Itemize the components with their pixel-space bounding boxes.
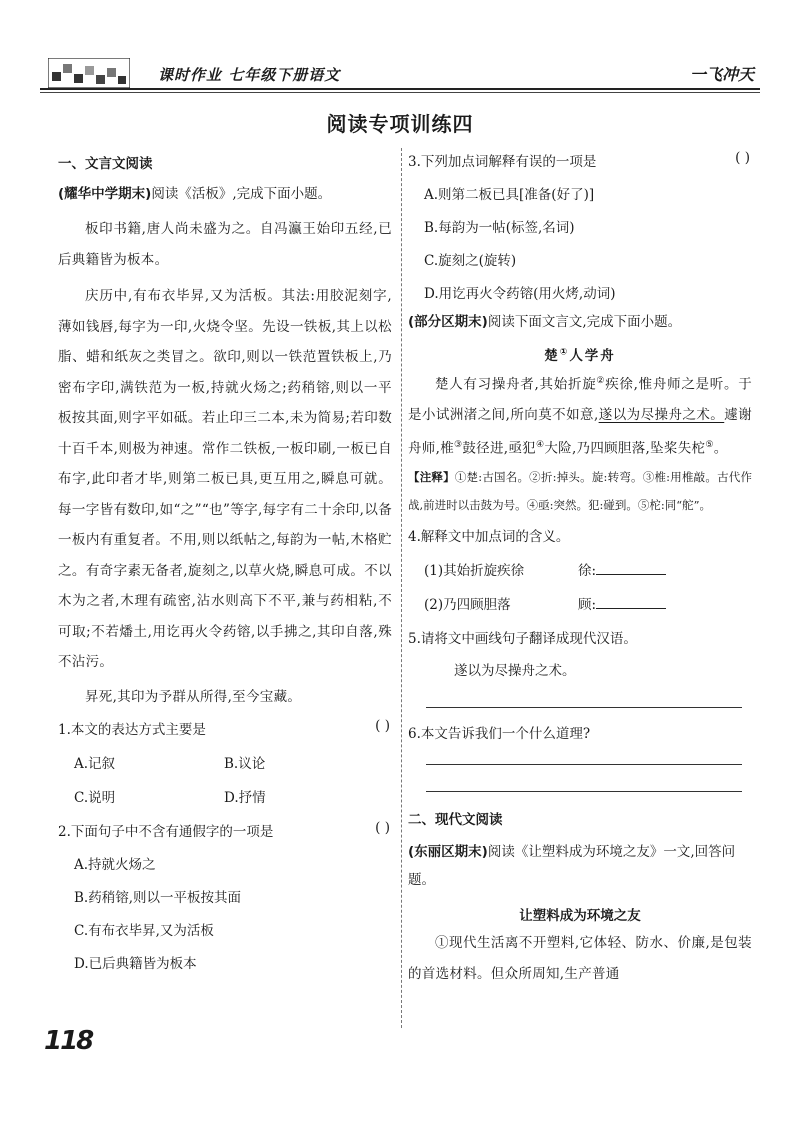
q4-item-2-word: 顾: <box>578 597 597 613</box>
brand-logo: 一飞冲天 <box>689 65 754 84</box>
header-rule <box>40 88 760 90</box>
source-text-3: 阅读《让塑料成为环境之友》一文,回答问题。 <box>408 844 736 888</box>
source-tag: (耀华中学期末) <box>58 186 152 202</box>
source-line-2 <box>408 312 752 332</box>
right-column <box>408 150 752 989</box>
answer-paren-2[interactable]: ( ) <box>375 820 390 836</box>
q4-item-1-word: 徐: <box>578 563 597 579</box>
question-1 <box>58 718 392 738</box>
footnote-mark-4: ④ <box>535 439 545 450</box>
source-line <box>58 184 392 204</box>
option-3b[interactable]: B.每韵为一帖(标签,名词) <box>424 220 575 236</box>
q4-item-2-label: (2)乃四顾胆落 <box>424 597 511 613</box>
story-paragraph <box>408 366 752 463</box>
column-divider <box>401 148 402 1028</box>
answer-paren-3[interactable]: ( ) <box>735 150 750 166</box>
source-tag-3: (东丽区期末) <box>408 844 488 860</box>
footnote-mark-1: ① <box>559 347 570 358</box>
answer-line-6a[interactable] <box>426 764 742 765</box>
question-2 <box>58 820 392 840</box>
footnote-mark-5: ⑤ <box>705 439 714 450</box>
story-text-2: 疾徐,惟舟师之是听。于是小试洲渚之间,所向莫不如意, <box>408 376 752 423</box>
section-title-modern: 二、现代文阅读 <box>408 812 503 828</box>
footnote-mark-2: ② <box>596 376 606 386</box>
question-1-options-row-2 <box>58 786 392 806</box>
option-3a[interactable]: A.则第二板已具[准备(好了)] <box>424 187 595 203</box>
q4-item-1-label: (1)其始折旋疾徐 <box>424 563 525 579</box>
q5-sentence: 遂以为尽操舟之术。 <box>454 663 576 679</box>
page-title: 阅读专项训练四 <box>326 112 474 136</box>
article-paragraph-1: ①现代生活离不开塑料,它体轻、防水、价廉,是包装的首选材料。但众所周知,生产普通 <box>408 935 752 982</box>
story-text-1: 楚人有习操舟者,其始折旋 <box>435 376 597 393</box>
answer-blank-4-1[interactable] <box>596 561 666 575</box>
page-number: 118 <box>44 1026 93 1056</box>
source-line-3 <box>408 838 752 894</box>
story-text-5: 大险,乃四顾胆落,坠桨失柁 <box>544 440 706 456</box>
source-text: 阅读《活板》,完成下面小题。 <box>151 186 332 202</box>
section-title-classical: 一、文言文阅读 <box>58 156 153 172</box>
passage-paragraph-3: 昇死,其印为予群从所得,至今宝藏。 <box>85 688 302 705</box>
annotations <box>408 463 752 519</box>
question-5: 5.请将文中画线句子翻译成现代汉语。 <box>408 631 637 647</box>
notes-text: ①楚:古国名。②折:掉头。旋:转弯。③椎:用椎敲。古代作战,前进时以击鼓为号。④亟:突然。犯:碰到。⑤柁:同“舵”。 <box>408 470 753 512</box>
header-rule-thin <box>40 92 760 93</box>
footnote-mark-3: ③ <box>454 439 463 450</box>
question-3-text: 3.下列加点词解释有误的一项是 <box>408 154 597 170</box>
option-2d[interactable]: D.已后典籍皆为板本 <box>74 956 197 972</box>
question-1-options-row-1 <box>58 752 392 772</box>
story-title-b: 人学舟 <box>569 348 616 364</box>
question-6: 6.本文告诉我们一个什么道理? <box>408 726 591 742</box>
option-1b[interactable]: B.议论 <box>224 756 266 772</box>
underlined-sentence: 遂以为尽操舟之术。 <box>598 406 725 423</box>
option-3d[interactable]: D.用讫再火令药镕(用火烤,动词) <box>424 286 616 302</box>
answer-paren-1[interactable]: ( ) <box>375 718 390 734</box>
notes-label: 【注释】 <box>408 470 455 484</box>
passage-paragraph-1: 板印书籍,唐人尚未盛为之。自冯瀛王始印五经,已后典籍皆为板本。 <box>58 221 392 268</box>
option-3c[interactable]: C.旋刻之(旋转) <box>424 253 517 269</box>
option-1d[interactable]: D.抒情 <box>224 790 266 806</box>
answer-line-6b[interactable] <box>426 791 742 792</box>
question-3 <box>408 150 752 170</box>
story-text-3: 遽谢舟师,椎 <box>408 406 752 456</box>
answer-blank-4-2[interactable] <box>596 595 666 609</box>
checker-squares-icon <box>48 58 130 88</box>
option-2a[interactable]: A.持就火炀之 <box>74 857 156 873</box>
answer-line-5[interactable] <box>426 707 742 708</box>
question-4-item-2 <box>408 593 752 613</box>
option-1a[interactable]: A.记叙 <box>74 756 116 772</box>
story-title-a: 楚 <box>544 348 560 364</box>
question-1-text: 1.本文的表达方式主要是 <box>58 722 206 738</box>
source-tag-2: (部分区期末) <box>408 314 488 330</box>
left-column <box>58 152 392 972</box>
page-header <box>40 52 760 92</box>
header-title: 课时作业 七年级下册语文 <box>158 66 341 84</box>
option-2c[interactable]: C.有布衣毕昇,又为活板 <box>74 923 214 939</box>
question-4: 4.解释文中加点词的含义。 <box>408 529 570 545</box>
story-text-6: 。 <box>713 440 728 456</box>
option-1c[interactable]: C.说明 <box>74 790 116 806</box>
question-2-text: 2.下面句子中不含有通假字的一项是 <box>58 824 274 840</box>
passage-paragraph-2: 庆历中,有布衣毕昇,又为活板。其法:用胶泥刻字,薄如钱唇,每字为一印,火烧令坚。先设一铁板,其上以松脂、蜡和纸灰之类冒之。欲印,则以一铁范置铁板上,乃密布字印,满铁范为一板,持就火炀之;药稍镕,则以一平板按其面,则字平如砥。若止印三二本,未为简易;若印数十百千本,则极为神速。常作二铁板,一板印刷,一板已自布字,此印者才毕,则第二板已具,更互用之,瞬息可就。每一字皆有数印,如“之”“也”等字,每字有二十余印,以备一板内有重复者。不用,则以纸帖之,每韵为一帖,木格贮之。有奇字素无备者,旋刻之,以草火烧,瞬息可成。不以木为之者,木理有疏密,沾水则高下不平,兼与药相粘,不可取;不若燔土,用讫再火令药镕,以手拂之,其印自落,殊不沾污。 <box>58 288 392 670</box>
source-text-2: 阅读下面文言文,完成下面小题。 <box>487 314 682 330</box>
option-2b[interactable]: B.药稍镕,则以一平板按其面 <box>74 890 242 906</box>
story-title <box>408 344 752 364</box>
question-4-item-1 <box>408 559 752 579</box>
article-title: 让塑料成为环境之友 <box>519 908 641 924</box>
story-text-4: 鼓径进,亟犯 <box>462 440 536 456</box>
